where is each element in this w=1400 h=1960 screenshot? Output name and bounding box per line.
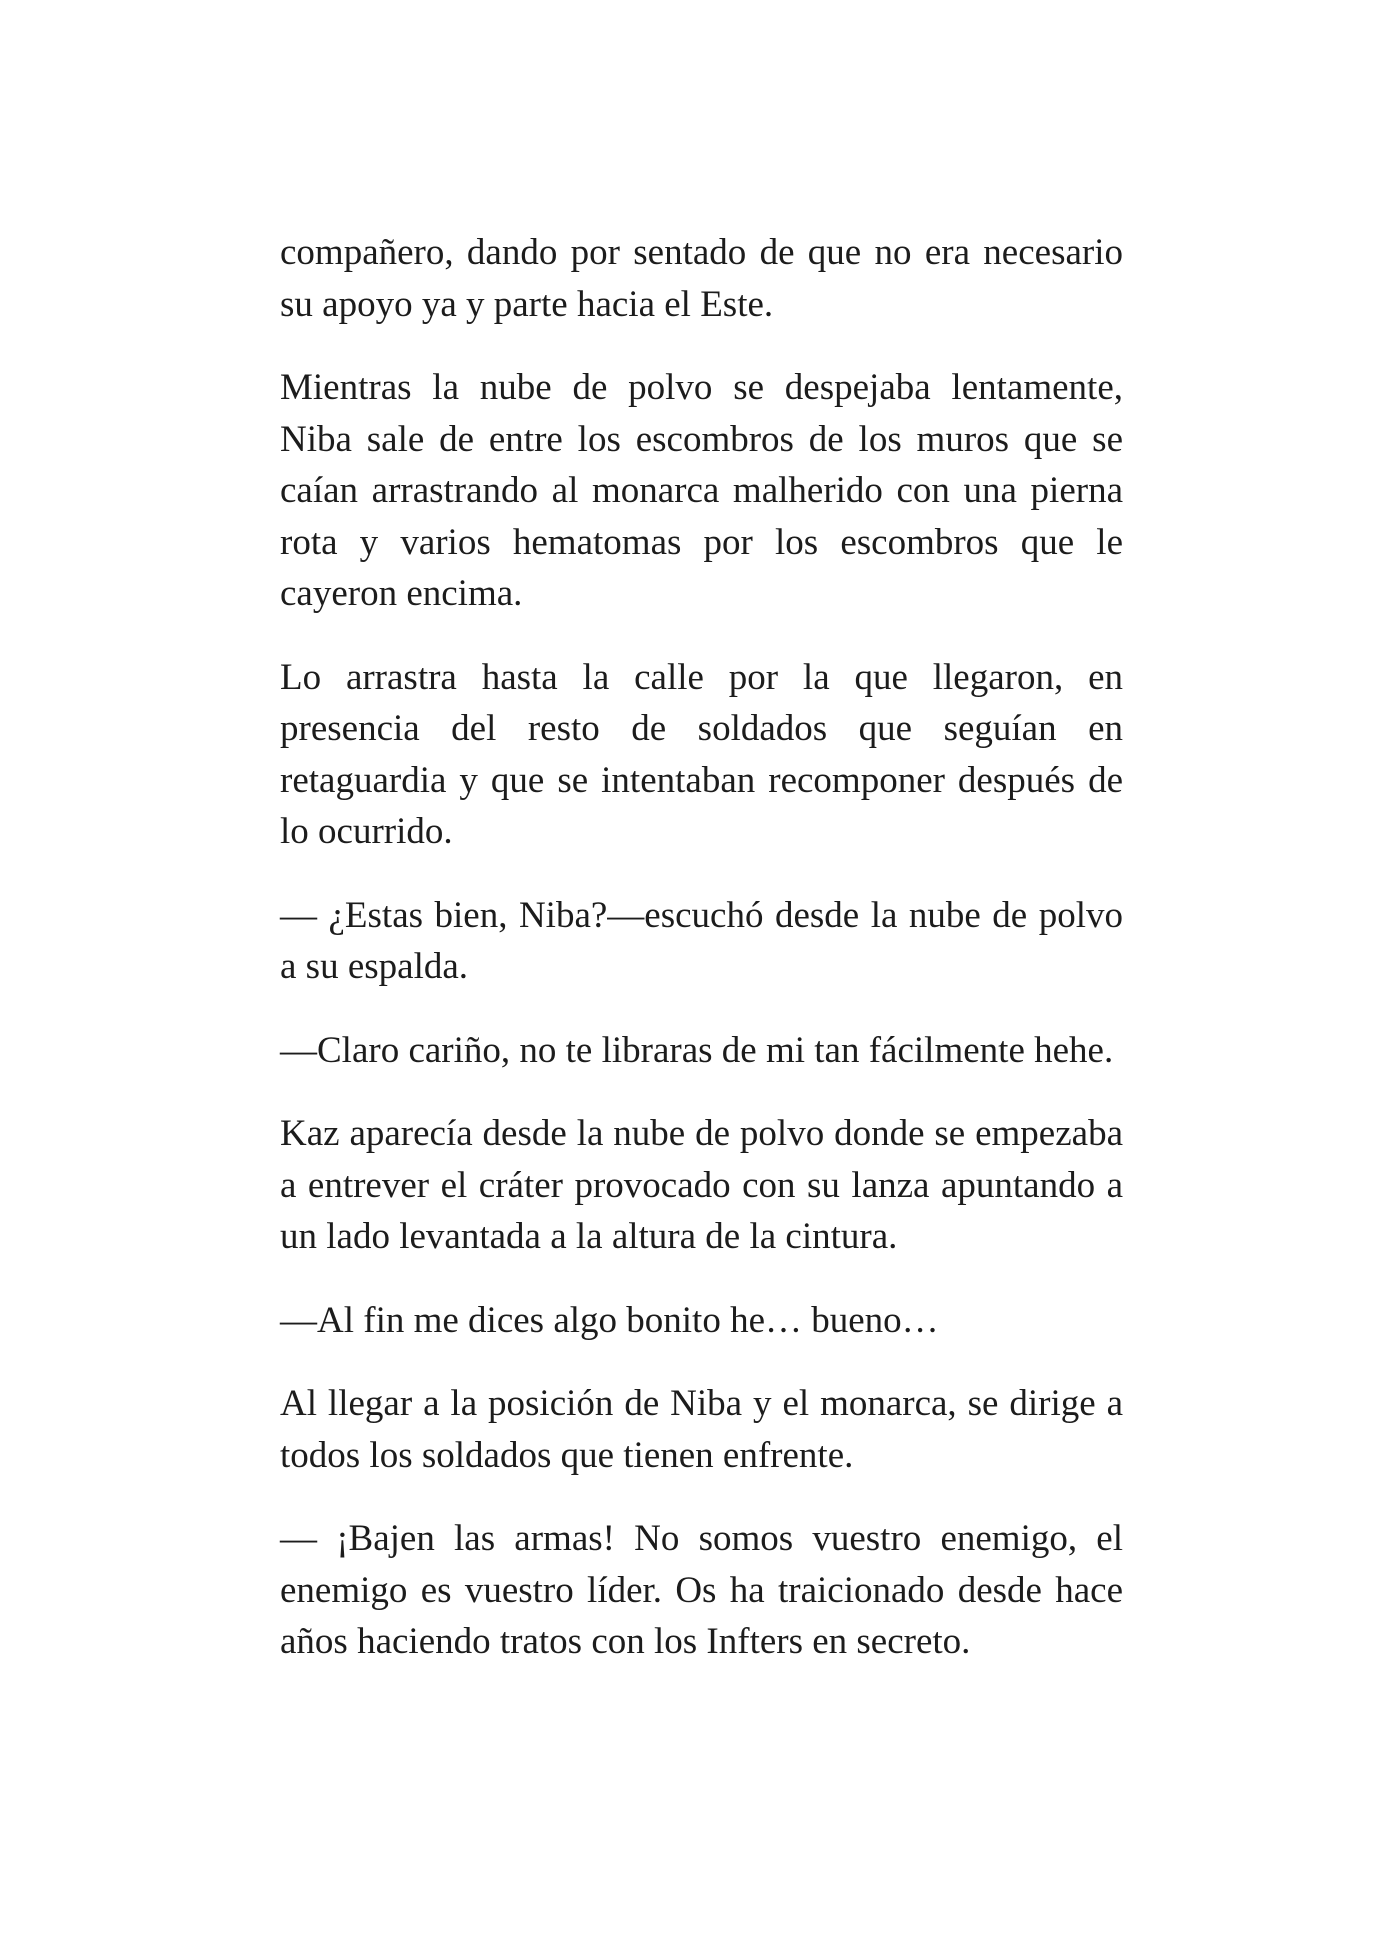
paragraph: compañero, dando por sentado de que no era necesario su apoyo ya y parte hacia el Este.: [280, 232, 1123, 325]
paragraph: Mientras la nube de polvo se despejaba lentamente, Niba sale de entre los escombros de los muros que se caían arrastrando al monarca malherido con una pierna rota y varios hematomas por los escombros que le cayeron encima.: [280, 367, 1123, 614]
paragraph: —Al fin me dices algo bonito he… bueno…: [280, 1299, 939, 1341]
paragraph: Kaz aparecía desde la nube de polvo donde se empezaba a entrever el cráter provocado con su lanza apuntando a un lado levantada a la altura de la cintura.: [280, 1113, 1123, 1257]
paragraph: Al llegar a la posición de Niba y el monarca, se dirige a todos los soldados que tienen enfrente.: [280, 1383, 1123, 1476]
paragraph: —Claro cariño, no te libraras de mi tan fácilmente hehe.: [280, 1029, 1114, 1071]
body-text: [280, 227, 1123, 1668]
paragraph: Lo arrastra hasta la calle por la que llegaron, en presencia del resto de soldados que seguían en retaguardia y que se intentaban recomponer después de lo ocurrido.: [280, 656, 1123, 852]
paragraph: — ¡Bajen las armas! No somos vuestro enemigo, el enemigo es vuestro líder. Os ha traicionado desde hace años haciendo tratos con los Infters en secreto.: [280, 1518, 1123, 1662]
paragraph: — ¿Estas bien, Niba?—escuchó desde la nube de polvo a su espalda.: [280, 894, 1123, 987]
